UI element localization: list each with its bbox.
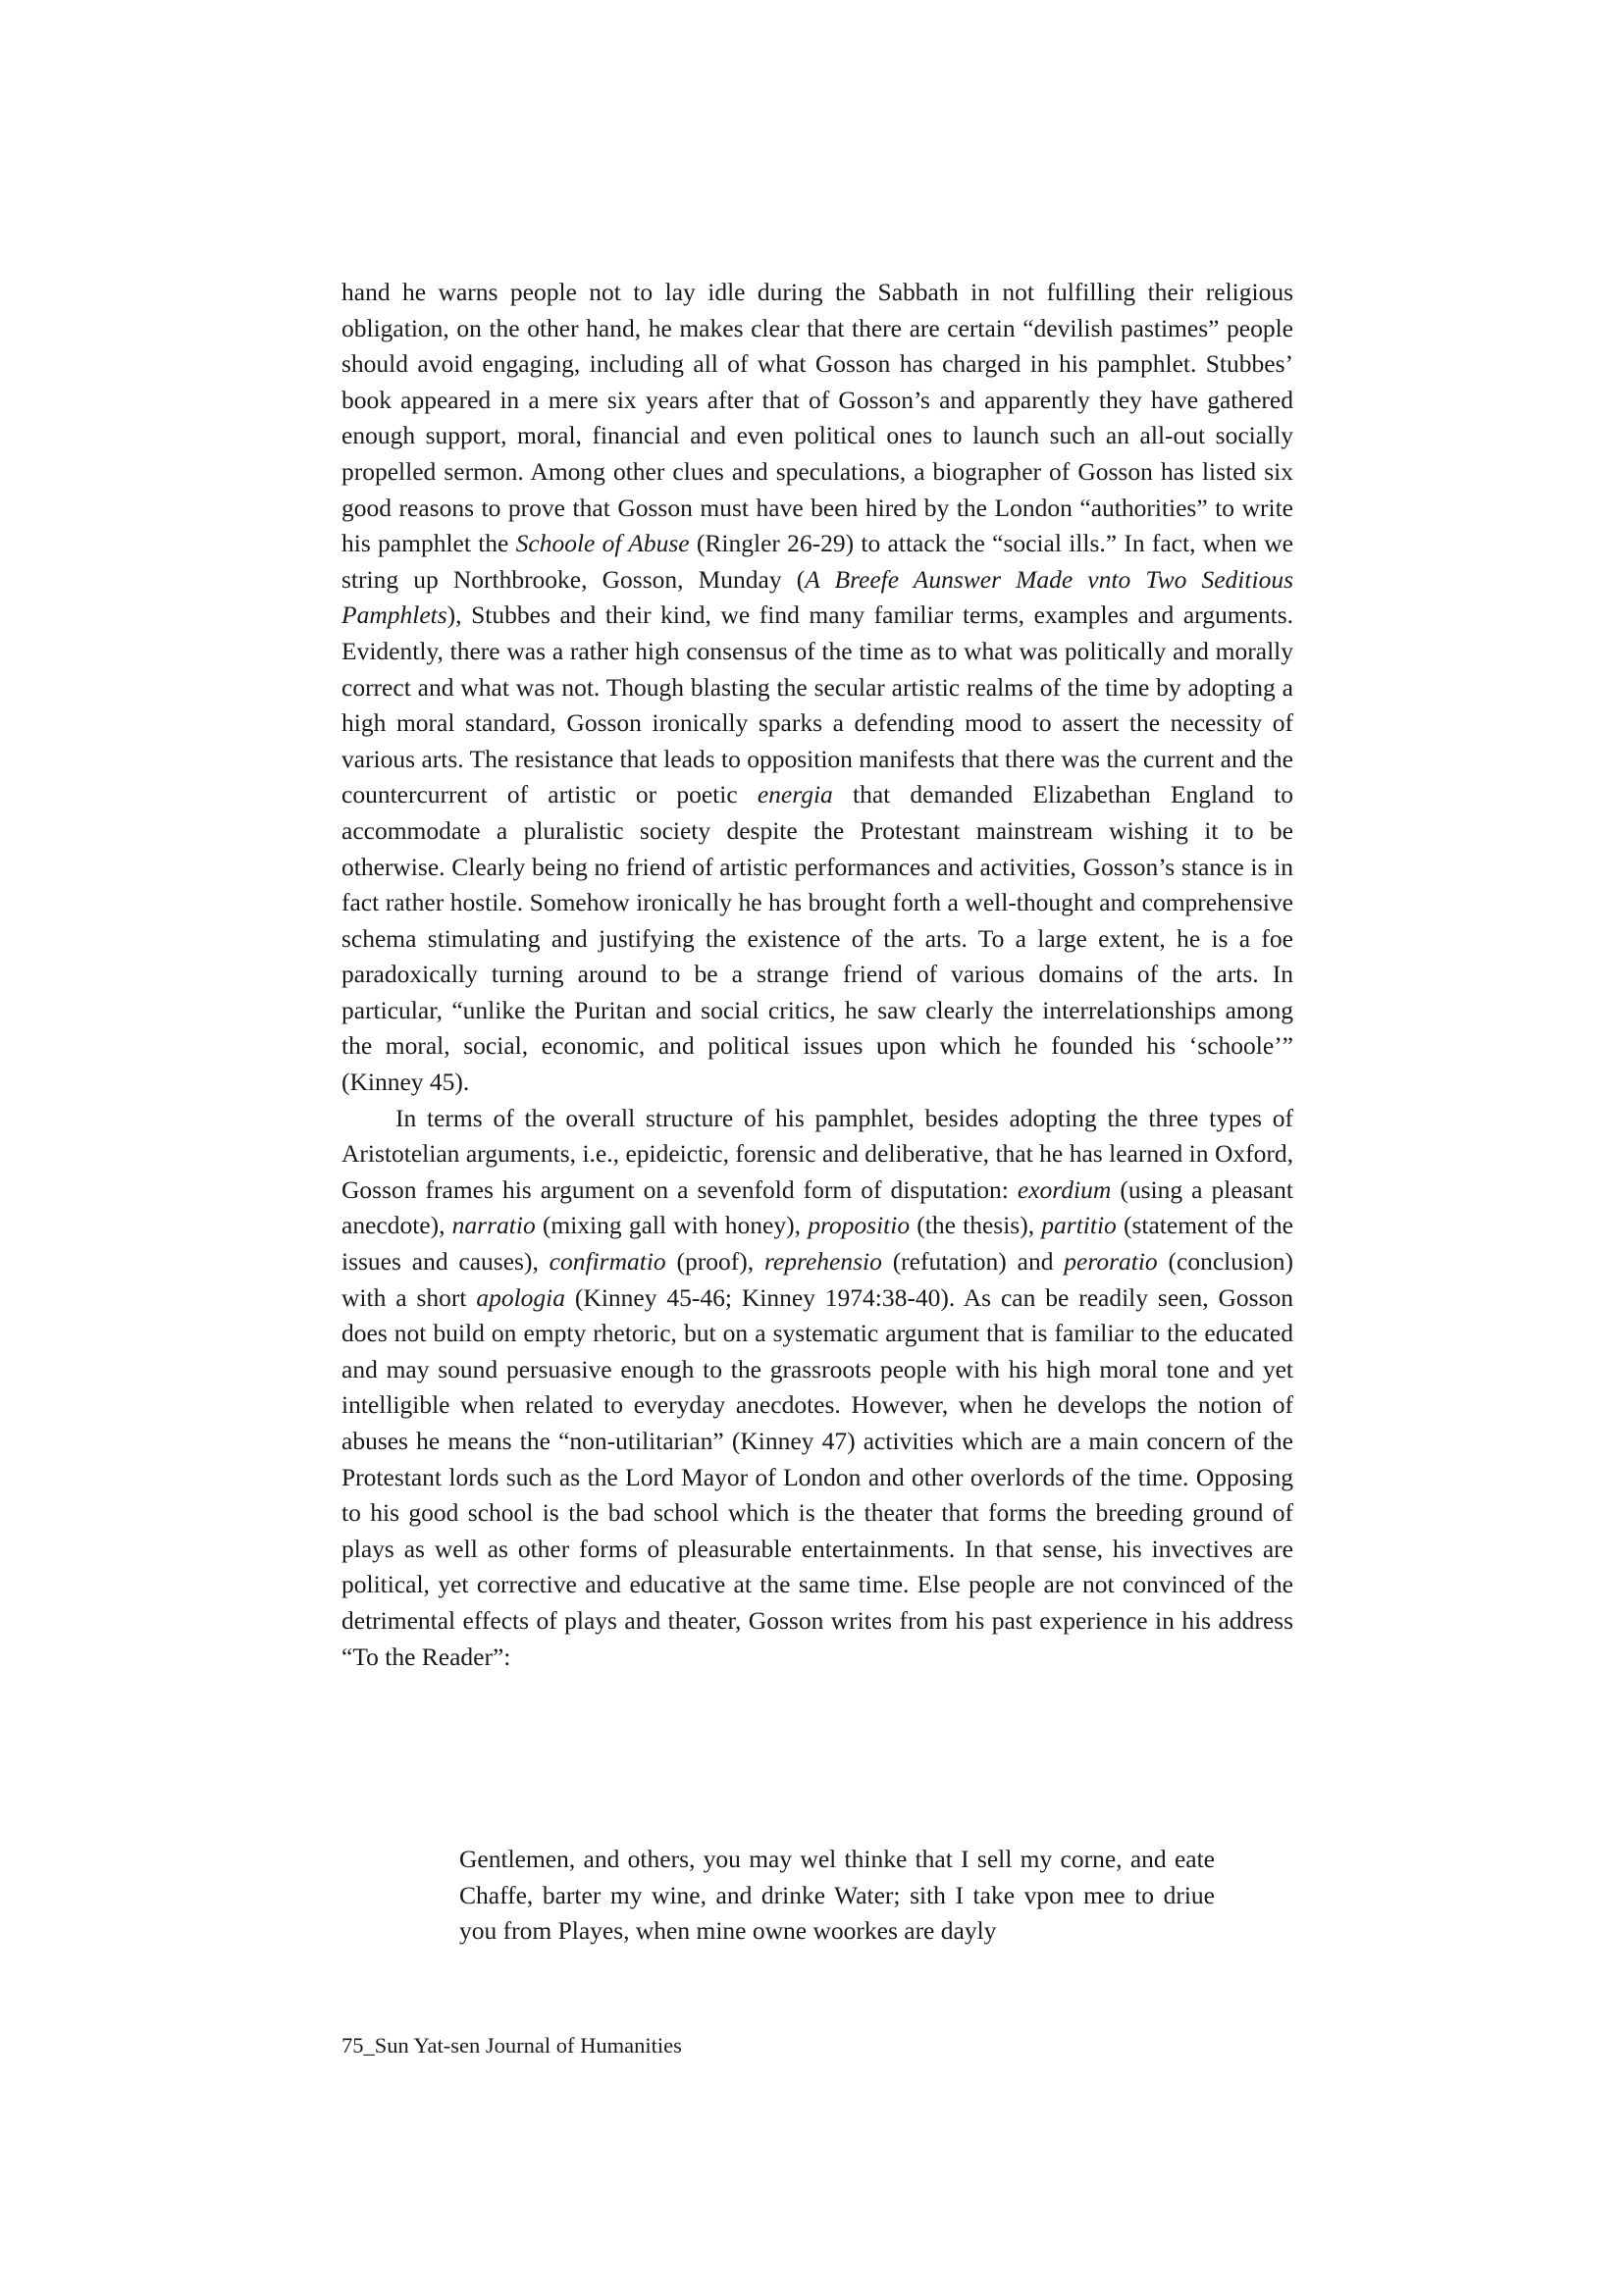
text-run: (using a pleasant anecdote), <box>341 1174 1293 1240</box>
text-run: (proof), <box>665 1247 764 1277</box>
text-run: (Kinney 45-46; Kinney 1974:38-40). As can be readily seen, Gosson does not build on empty rhetoric, but on a systematic argument that is familiar to the educated and may sound persuasive enough to the grassroots people with his high moral tone and yet intelligible when related to everyday anecdotes. However, when he develops the notion of abuses he means the “non-utilitarian” (Kinney 47) activities which are a main concern of the Protestant lords such as the Lord Mayor of London and other overlords of the time. Opposing to his good school is the bad school which is the theater that forms the breeding ground of plays as well as other forms of pleasurable entertainments. In that sense, his invectives are political, yet corrective and educative at the same time. Else people are not convinced of the detrimental effects of plays and theater, Gosson writes from his past experience in his address “To the Reader”: <box>341 1282 1293 1671</box>
text-run: (mixing gall with honey), <box>535 1211 809 1240</box>
text-run: (Ringler 26-29) to attack the “social ills.” In fact, when we string up Northbrooke, Gosson, Munday ( <box>341 529 1293 594</box>
italic-text: narratio <box>451 1211 536 1240</box>
italic-text: energia <box>757 780 833 809</box>
page-footer: 75_Sun Yat-sen Journal of Humanities <box>341 2033 682 2058</box>
italic-text: propositio <box>808 1211 911 1240</box>
text-run: hand he warns people not to lay idle during the Sabbath in not fulfilling their religious obligation, on the other hand, he makes clear that there are certain “devilish pastimes” people should avoid engaging, including all of what Gosson has charged in his pamphlet. Stubbes’ book appeared in a mere six years after that of Gosson’s and apparently they have gathered enough support, moral, financial and even political ones to launch such an all-out socially propelled sermon. Among other clues and speculations, a biographer of Gosson has listed six good reasons to prove that Gosson must have been hired by the London “authorities” to write his pamphlet the <box>341 278 1293 558</box>
text-run: In terms of the overall structure of his pamphlet, besides adopting the three types of Aristotelian arguments, i.e., epideictic, forensic and deliberative, that he has learned in Oxford, Gosson frames his argument on a sevenfold form of disputation: <box>341 1103 1293 1204</box>
paragraph-2 <box>341 1101 1293 1676</box>
italic-text: exordium <box>1017 1174 1112 1204</box>
text-run: (conclusion) with a short <box>341 1247 1293 1312</box>
italic-text: reprehensio <box>763 1247 882 1277</box>
paragraph-1 <box>341 275 1293 1101</box>
italic-text: confirmatio <box>549 1247 666 1277</box>
text-run: that demanded Elizabethan England to accommodate a pluralistic society despite the Protestant mainstream wishing it to be otherwise. Clearly being no friend of artistic performances and activities, Gosson’s stance is in fact rather hostile. Somehow ironically he has brought forth a well-thought and comprehensive schema stimulating and justifying the existence of the arts. To a large extent, he is a foe paradoxically turning around to be a strange friend of various domains of the arts. In particular, “unlike the Puritan and social critics, he saw clearly the interrelationships among the moral, social, economic, and political issues upon which he founded his ‘schoole’” (Kinney 45). <box>341 780 1293 1097</box>
text-run: ), Stubbes and their kind, we find many familiar terms, examples and arguments. Evidently, there was a rather high consensus of the time as to what was politically and morally correct and what was not. Though blasting the secular artistic realms of the time by adopting a high moral standard, Gosson ironically sparks a defending mood to assert the necessity of various arts. The resistance that leads to opposition manifests that there was the current and the countercurrent of artistic or poetic <box>341 600 1293 809</box>
block-quote: Gentlemen, and others, you may wel thinke that I sell my corne, and eate Chaffe, barter my wine, and drinke Water; sith I take vpon mee to driue you from Playes, when mine owne woorkes are dayly <box>459 1845 1215 1946</box>
italic-text: Schoole of Abuse <box>515 529 690 558</box>
text-run: (statement of the issues and causes), <box>341 1211 1293 1277</box>
text-run: (the thesis), <box>910 1211 1042 1240</box>
body-text <box>341 275 1293 1675</box>
italic-text: peroratio <box>1064 1247 1158 1277</box>
italic-text: apologia <box>476 1282 566 1312</box>
text-run: (refutation) and <box>881 1247 1065 1277</box>
italic-text: A Breefe Aunswer Made vnto Two Seditious Pamphlets <box>341 564 1293 630</box>
italic-text: partitio <box>1041 1211 1117 1240</box>
